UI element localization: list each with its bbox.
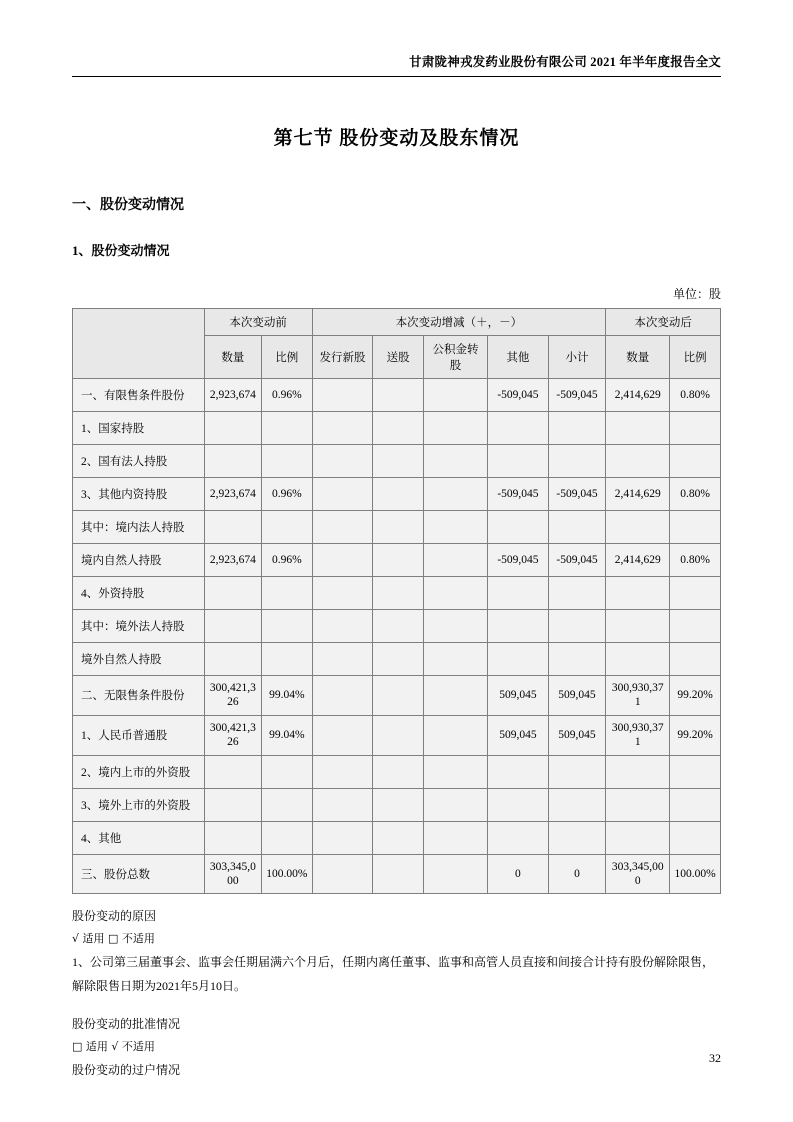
row-cell-6: -509,045 [488,544,549,577]
col-header-ratio-before: 比例 [262,336,313,379]
note-reason-text-1: 1、公司第三届董事会、监事会任期届满六个月后，任期内离任董事、监事和高管人员直接和间接合计持有股份解除限售， [72,955,715,970]
table-row [73,788,721,821]
row-cell-5 [423,788,487,821]
row-cell-5 [423,577,487,610]
row-cell-3 [312,755,373,788]
row-cell-3 [312,544,373,577]
row-cell-6 [488,610,549,643]
row-cell-9 [670,511,721,544]
row-cell-4 [373,445,424,478]
row-cell-2 [262,610,313,643]
col-header-quantity-before: 数量 [204,336,261,379]
row-label: 二、无限售条件股份 [73,676,205,716]
row-label: 4、外资持股 [73,577,205,610]
row-cell-6: 0 [488,854,549,894]
note-reason-title: 股份变动的原因 [72,909,157,924]
row-cell-7: 509,045 [548,715,605,755]
row-cell-7 [548,412,605,445]
row-cell-7 [548,788,605,821]
unit-label: 单位：股 [672,287,721,301]
note-approval-choice: □ 适用 √ 不适用 [72,1040,155,1054]
row-cell-5 [423,412,487,445]
row-cell-7: -509,045 [548,478,605,511]
row-cell-1 [204,412,261,445]
table-row [73,676,721,716]
row-cell-4 [373,577,424,610]
row-label: 境外自然人持股 [73,643,205,676]
row-cell-9: 99.20% [670,676,721,716]
table-body [73,379,721,894]
row-cell-5 [423,379,487,412]
row-cell-7 [548,643,605,676]
row-cell-2: 99.04% [262,676,313,716]
row-cell-9 [670,755,721,788]
col-header-other: 其他 [488,336,549,379]
row-cell-8 [606,577,670,610]
page-number: 32 [709,1051,721,1065]
row-cell-9: 0.80% [670,544,721,577]
row-cell-5 [423,715,487,755]
col-header-ratio-after: 比例 [670,336,721,379]
row-cell-8 [606,511,670,544]
note-approval-title: 股份变动的批准情况 [72,1017,181,1032]
row-cell-9 [670,788,721,821]
row-cell-4 [373,643,424,676]
row-cell-6 [488,643,549,676]
row-cell-1 [204,643,261,676]
notes-block [72,904,721,1082]
row-cell-5 [423,511,487,544]
row-cell-9: 99.20% [670,715,721,755]
row-cell-5 [423,821,487,854]
row-cell-7 [548,511,605,544]
row-cell-5 [423,544,487,577]
row-cell-1: 303,345,000 [204,854,261,894]
row-cell-8 [606,788,670,821]
table-head [73,309,721,379]
heading-share-change-detail: 1、股份变动情况 [72,243,170,258]
row-cell-3 [312,511,373,544]
row-cell-8: 2,414,629 [606,379,670,412]
row-cell-1 [204,577,261,610]
row-cell-2 [262,788,313,821]
row-cell-6: -509,045 [488,379,549,412]
row-cell-7: 509,045 [548,676,605,716]
group-header-change: 本次变动增减（＋，－） [312,309,606,336]
row-cell-9: 0.80% [670,379,721,412]
row-cell-6 [488,445,549,478]
row-cell-8 [606,610,670,643]
col-header-subtotal: 小计 [548,336,605,379]
note-reason-choice: √ 适用 □ 不适用 [72,932,155,946]
row-cell-2: 100.00% [262,854,313,894]
row-cell-1: 2,923,674 [204,478,261,511]
row-cell-1 [204,511,261,544]
row-label: 3、其他内资持股 [73,478,205,511]
col-header-new-shares: 发行新股 [312,336,373,379]
row-cell-5 [423,445,487,478]
row-cell-8: 2,414,629 [606,544,670,577]
table-row [73,854,721,894]
row-label: 2、境内上市的外资股 [73,755,205,788]
row-cell-4 [373,788,424,821]
table-row [73,755,721,788]
page-title: 第七节 股份变动及股东情况 [273,128,520,149]
table-row [73,544,721,577]
row-cell-3 [312,610,373,643]
table-row [73,379,721,412]
row-cell-5 [423,610,487,643]
row-cell-8 [606,821,670,854]
row-cell-1 [204,788,261,821]
row-cell-6: 509,045 [488,715,549,755]
page-header [72,0,721,70]
row-cell-6: 509,045 [488,676,549,716]
row-cell-7 [548,445,605,478]
row-cell-6 [488,755,549,788]
row-cell-1 [204,610,261,643]
row-cell-2 [262,511,313,544]
row-cell-8: 303,345,000 [606,854,670,894]
row-cell-1: 2,923,674 [204,544,261,577]
table-row [73,610,721,643]
running-title: 甘肃陇神戎发药业股份有限公司 2021 年半年度报告全文 [409,55,721,69]
row-cell-5 [423,478,487,511]
row-cell-3 [312,676,373,716]
row-cell-2: 0.96% [262,379,313,412]
row-cell-3 [312,445,373,478]
row-cell-8: 300,930,371 [606,676,670,716]
row-cell-4 [373,821,424,854]
table-row [73,412,721,445]
row-cell-3 [312,379,373,412]
row-cell-2 [262,412,313,445]
note-reason-text-2: 解除限售日期为2021年5月10日。 [72,979,247,994]
row-cell-7 [548,610,605,643]
row-label: 其中：境外法人持股 [73,610,205,643]
row-cell-4 [373,610,424,643]
row-cell-3 [312,643,373,676]
row-cell-9 [670,610,721,643]
row-cell-6: -509,045 [488,478,549,511]
row-cell-8 [606,445,670,478]
col-header-bonus-shares: 送股 [373,336,424,379]
row-cell-1: 300,421,326 [204,676,261,716]
row-cell-4 [373,379,424,412]
row-cell-1: 2,923,674 [204,379,261,412]
row-cell-2 [262,577,313,610]
row-cell-4 [373,755,424,788]
row-cell-9 [670,643,721,676]
row-cell-3 [312,412,373,445]
row-cell-4 [373,715,424,755]
note-transfer-title: 股份变动的过户情况 [72,1063,181,1078]
row-label: 其中：境内法人持股 [73,511,205,544]
row-cell-1 [204,755,261,788]
row-cell-3 [312,854,373,894]
row-cell-8 [606,755,670,788]
row-cell-2: 0.96% [262,478,313,511]
row-cell-6 [488,788,549,821]
row-label: 3、境外上市的外资股 [73,788,205,821]
row-label: 1、国家持股 [73,412,205,445]
row-cell-1 [204,821,261,854]
row-cell-8 [606,412,670,445]
header-divider [72,76,721,77]
row-cell-9: 100.00% [670,854,721,894]
row-label: 2、国有法人持股 [73,445,205,478]
row-cell-7 [548,755,605,788]
table-row [73,577,721,610]
row-cell-4 [373,478,424,511]
row-cell-2 [262,643,313,676]
row-cell-5 [423,643,487,676]
row-cell-4 [373,511,424,544]
row-label: 4、其他 [73,821,205,854]
col-header-quantity-after: 数量 [606,336,670,379]
table-row [73,445,721,478]
notes-spacer [72,998,721,1012]
row-label: 境内自然人持股 [73,544,205,577]
row-cell-3 [312,715,373,755]
row-cell-9 [670,821,721,854]
row-cell-5 [423,755,487,788]
table-row [73,478,721,511]
row-label: 一、有限售条件股份 [73,379,205,412]
row-cell-2 [262,445,313,478]
row-cell-7: -509,045 [548,379,605,412]
table-row [73,511,721,544]
row-cell-7: -509,045 [548,544,605,577]
group-header-before: 本次变动前 [204,309,312,336]
row-cell-4 [373,854,424,894]
group-header-after: 本次变动后 [606,309,721,336]
row-cell-5 [423,854,487,894]
row-cell-2 [262,755,313,788]
row-label: 三、股份总数 [73,854,205,894]
row-cell-6 [488,511,549,544]
table-corner-cell [73,309,205,379]
row-cell-8: 2,414,629 [606,478,670,511]
row-label: 1、人民币普通股 [73,715,205,755]
row-cell-9 [670,412,721,445]
row-cell-6 [488,412,549,445]
col-header-capital-reserve: 公积金转股 [423,336,487,379]
row-cell-3 [312,788,373,821]
table-row [73,821,721,854]
row-cell-4 [373,544,424,577]
row-cell-6 [488,577,549,610]
row-cell-7 [548,821,605,854]
row-cell-8: 300,930,371 [606,715,670,755]
row-cell-6 [488,821,549,854]
row-cell-3 [312,577,373,610]
row-cell-9 [670,445,721,478]
heading-share-change: 一、股份变动情况 [72,198,184,213]
row-cell-7 [548,577,605,610]
row-cell-8 [606,643,670,676]
row-cell-1: 300,421,326 [204,715,261,755]
table-row [73,715,721,755]
row-cell-2: 99.04% [262,715,313,755]
row-cell-1 [204,445,261,478]
row-cell-7: 0 [548,854,605,894]
table-group-header-row [73,309,721,336]
row-cell-2: 0.96% [262,544,313,577]
table-row [73,643,721,676]
row-cell-2 [262,821,313,854]
row-cell-3 [312,821,373,854]
row-cell-4 [373,676,424,716]
row-cell-9: 0.80% [670,478,721,511]
row-cell-9 [670,577,721,610]
row-cell-4 [373,412,424,445]
share-change-table [72,308,721,894]
row-cell-5 [423,676,487,716]
row-cell-3 [312,478,373,511]
